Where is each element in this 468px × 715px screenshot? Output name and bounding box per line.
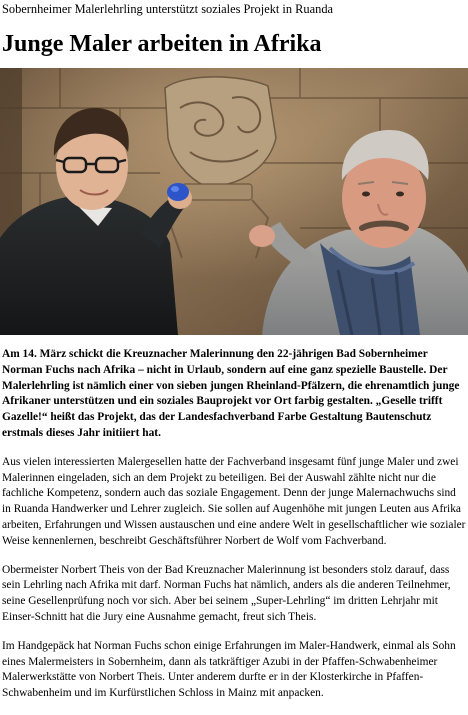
article-body [2, 347, 466, 715]
body-paragraph: Im Handgepäck hat Norman Fuchs schon einige Erfahrungen im Maler-Handwerk, einmal als Sohn eines Malermeisters in Sobernheim, dann als tatkräftiger Azubi in der Pfaffen-Schwabenheimer Malerwerkstätte von Norbert Theis. Unter anderem durfte er in der Klosterkirche in Pfaffen-Schwabenheim und im Kurfürstlichen Schloss in Mainz mit anpacken. [2, 639, 456, 700]
kicker: Sobernheimer Malerlehrling unterstützt soziales Projekt in Ruanda [2, 2, 334, 16]
headline: Junge Maler arbeiten in Afrika [2, 31, 322, 57]
body-paragraph: Obermeister Norbert Theis von der Bad Kreuznacher Malerinnung ist besonders stolz darauf, dass sein Lehrling nach Afrika mit darf. Norman Fuchs hat nämlich, anders als die anderen Teilnehmer, seine Gesellenprüfung noch vor sich. Aber bei seinem „Super-Lehrling“ im dritten Lehrjahr mit Einser-Schnitt hat die Jury eine Ausnahme gemacht, freut sich Theis. [2, 563, 451, 623]
lead-paragraph: Am 14. März schickt die Kreuznacher Malerinnung den 22-jährigen Bad Sobernheimer Norman Fuchs nach Afrika – nicht in Urlaub, sondern auf eine ganz spezielle Baustelle. Der Malerlehrling ist nämlich einer von sieben jungen Rheinland-Pfälzern, die ehrenamtlich junge Afrikaner unterstützen und ein soziales Bauprojekt vor Ort farbig gestalten. „Geselle trifft Gazelle!“ heißt das Projekt, das der Landesfachverband Farbe Gestaltung Bautenschutz erstmals dieses Jahr initiiert hat. [2, 348, 460, 439]
body-paragraph: Aus vielen interessierten Malergesellen hatte der Fachverband insgesamt fünf junge Maler und zwei Malerinnen eingeladen, sich an dem Projekt zu beteiligen. Bei der Auswahl zählte nicht nur die fachliche Kompetenz, sondern auch das soziale Engagement. Denn der junge Malernachwuchs sind in Ruanda Handwerker und Lehrer zugleich. Sie sollen auf Augenhöhe mit jungen Leuten aus Afrika arbeiten, Erfahrungen und Wissen austauschen und eine andere Welt in gesellschaftlicher wie sozialer Weise kennenlernen, beschreibt Geschäftsführer Norbert de Wolf vom Fachverband. [2, 455, 466, 547]
article-photo [0, 68, 468, 335]
